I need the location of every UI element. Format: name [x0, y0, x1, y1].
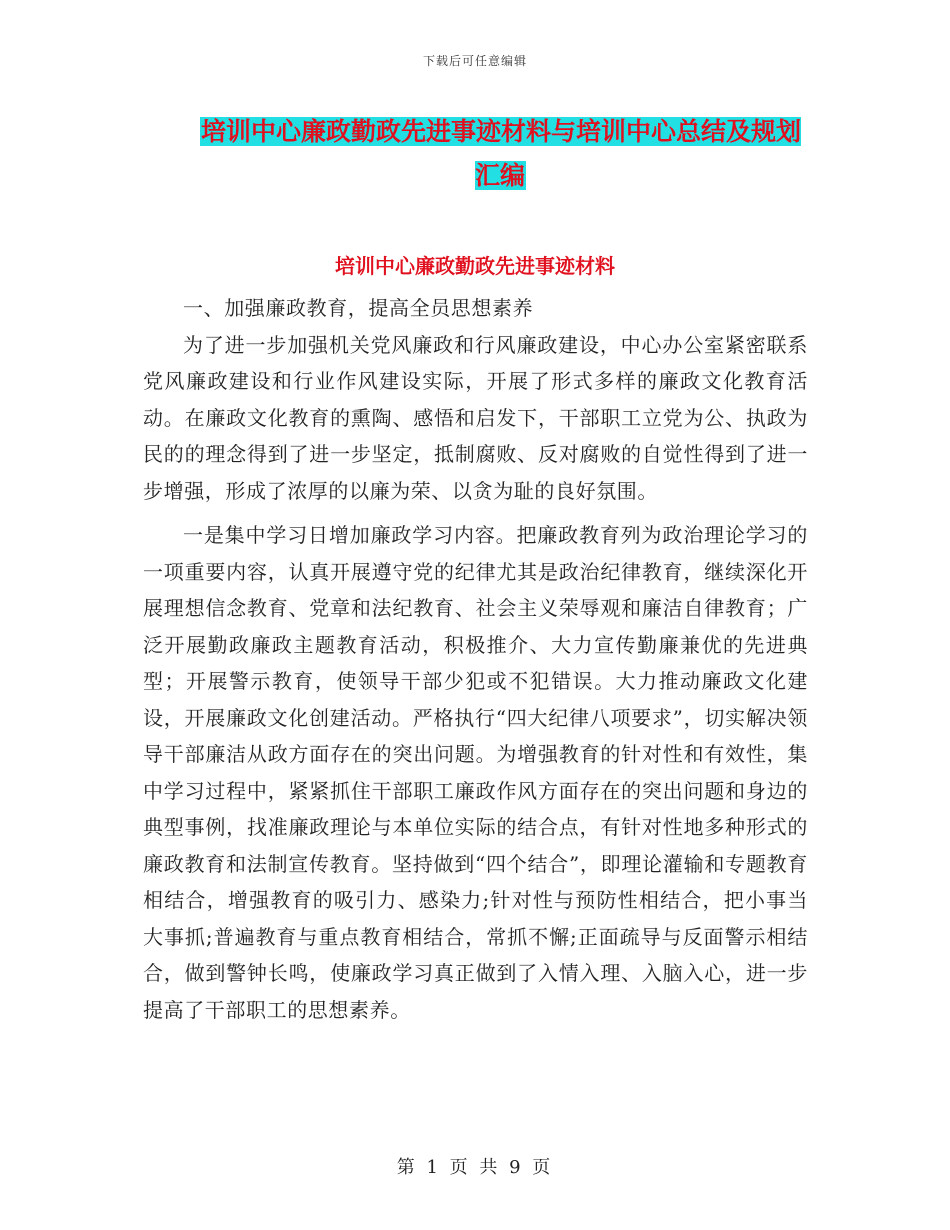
section-title: 培训中心廉政勤政先进事迹材料 — [335, 254, 615, 278]
page-number: 第 1 页 共 9 页 — [396, 1157, 554, 1178]
document-title — [193, 110, 808, 198]
document-body — [143, 290, 808, 1028]
page-header-note: 下载后可任意编辑 — [422, 54, 527, 68]
document-title-text: 培训中心廉政勤政先进事迹材料与培训中心总结及规划汇编 — [200, 117, 801, 190]
section-heading: 一、加强廉政教育，提高全员思想素养 — [183, 296, 534, 320]
paragraph: 一是集中学习日增加廉政学习内容。把廉政教育列为政治理论学习的一项重要内容，认真开展遵守党的纪律尤其是政治纪律教育，继续深化开展理想信念教育、党章和法纪教育、社会主义荣辱观和廉洁自律教育；广泛开展勤政廉政主题教育活动，积极推介、大力宣传勤廉兼优的先进典型；开展警示教育，使领导干部少犯或不犯错误。大力推动廉政文化建设，开展廉政文化创建活动。严格执行“四大纪律八项要求”，切实解决领导干部廉洁从政方面存在的突出问题。为增强教育的针对性和有效性，集中学习过程中，紧紧抓住干部职工廉政作风方面存在的突出问题和身边的典型事例，找准廉政理论与本单位实际的结合点，有针对性地多种形式的廉政教育和法制宣传教育。坚持做到“四个结合”，即理论灌输和专题教育相结合，增强教育的吸引力、感染力;针对性与预防性相结合，把小事当大事抓;普遍教育与重点教育相结合，常抓不懈;正面疏导与反面警示相结合，做到警钟长鸣，使廉政学习真正做到了入情入理、入脑入心，进一步提高了干部职工的思想素养。 — [143, 523, 808, 1022]
paragraph: 为了进一步加强机关党风廉政和行风廉政建设，中心办公室紧密联系党风廉政建设和行业作风建设实际，开展了形式多样的廉政文化教育活动。在廉政文化教育的熏陶、感悟和启发下，干部职工立党为公、执政为民的的理念得到了进一步坚定，抵制腐败、反对腐败的自觉性得到了进一步增强，形成了浓厚的以廉为荣、以贪为耻的良好氛围。 — [143, 332, 808, 503]
